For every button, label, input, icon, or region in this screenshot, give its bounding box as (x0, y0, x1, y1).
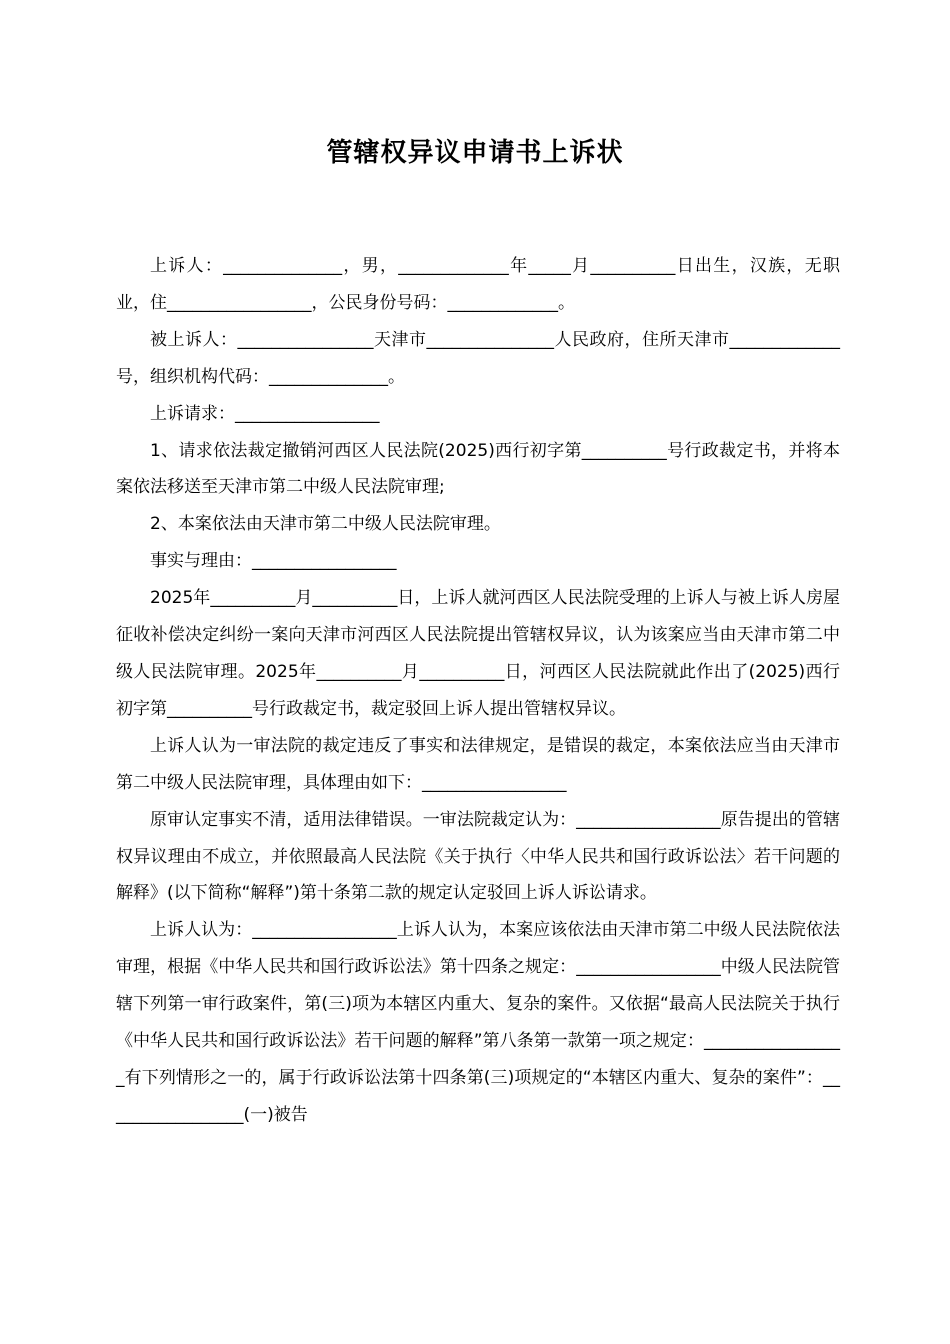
paragraph-facts: 2025年__________月__________日，上诉人就河西区人民法院受理的上诉人与被上诉人房屋征收补偿决定纠纷一案向天津市河西区人民法院提出管辖权异议，认为该案应当由天津市第二中级人民法院审理。2025年__________月__________日，河西区人民法院就此作出了(2025)西行初字第__________号行政裁定书，裁定驳回上诉人提出管辖权异议。 (116, 588, 840, 719)
paragraph-appellant: 上诉人：______________，男，_____________年_____月__________日出生，汉族，无职业，住_________________，公民身份号码：_____________。 (116, 256, 840, 313)
paragraph-original-ruling: 原审认定事实不清，适用法律错误。一审法院裁定认为：_________________原告提出的管辖权异议理由不成立，并依照最高人民法院《关于执行〈中华人民共和国行政诉讼法〉若干问题的解释》(以下简称“解释”)第十条第二款的规定认定驳回上诉人诉讼请求。 (116, 809, 840, 904)
document-body (116, 248, 840, 1134)
page-title: 管辖权异议申请书上诉状 (326, 138, 624, 168)
paragraph-appeal-request: 上诉请求：_________________ (150, 403, 380, 424)
paragraph-request-1: 1、请求依法裁定撤销河西区人民法院(2025)西行初字第__________号行政裁定书，并将本案依法移送至天津市第二中级人民法院审理; (116, 440, 840, 498)
paragraph-legal-basis: 上诉人认为：_________________上诉人认为，本案应该依法由天津市第二中级人民法院依法审理，根据《中华人民共和国行政诉讼法》第十四条之规定：_________________中级人民法院管辖下列第一审行政案件，第(三)项为本辖区内重大、复杂的案件。又依据“最高人民法院关于执行《中华人民共和国行政诉讼法》若干问题的解释”第八条第一款第一项之规定：_________________有下列情形之一的，属于行政诉讼法第十四条第(三)项规定的“本辖区内重大、复杂的案件”：_________________(一)被告 (116, 920, 840, 1125)
paragraph-request-2: 2、本案依法由天津市第二中级人民法院审理。 (150, 514, 501, 535)
paragraph-facts-heading: 事实与理由：_________________ (150, 551, 397, 572)
paragraph-appellee: 被上诉人：________________天津市_______________人民政府，住所天津市_____________号，组织机构代码：______________。 (116, 329, 840, 387)
paragraph-opinion: 上诉人认为一审法院的裁定违反了事实和法律规定，是错误的裁定，本案依法应当由天津市第二中级人民法院审理，具体理由如下：_________________ (116, 735, 840, 793)
